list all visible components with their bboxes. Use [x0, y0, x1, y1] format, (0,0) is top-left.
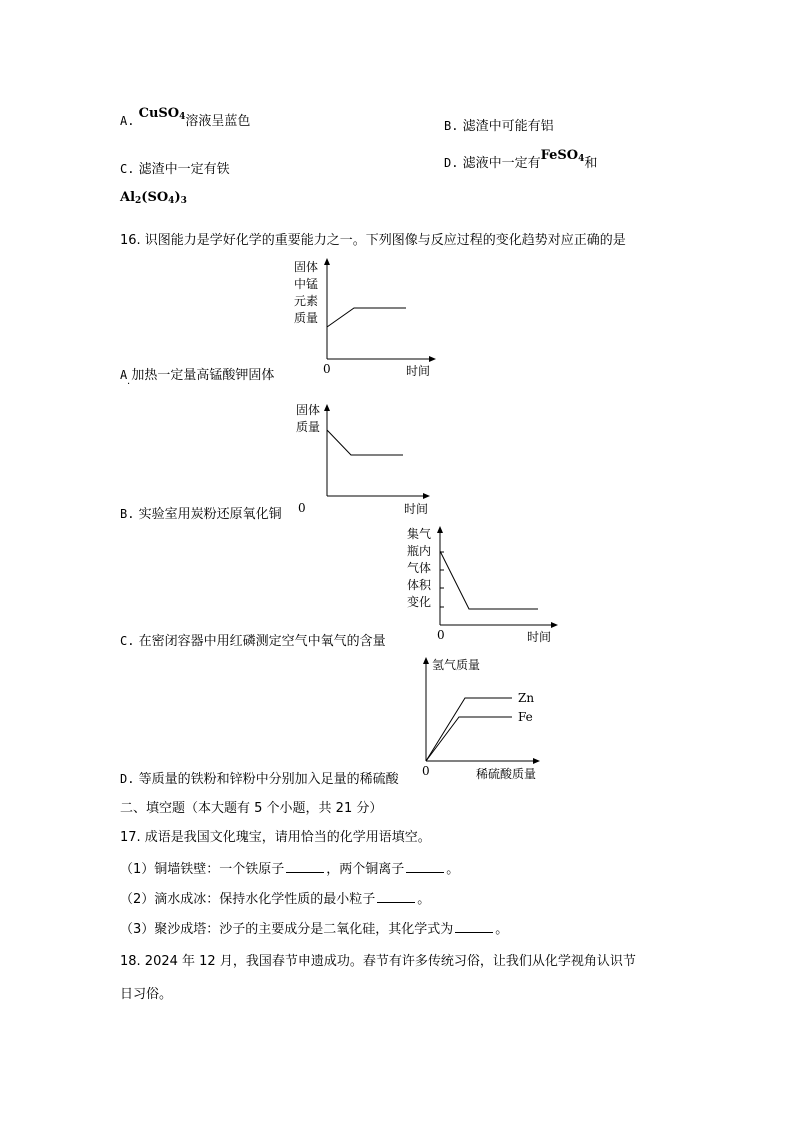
- chart-d-ylabel: 氢气质量: [432, 658, 481, 672]
- option-text: 加热一定量高锰酸钾固体: [131, 368, 275, 383]
- q16-option-d: [120, 768, 399, 787]
- answer-blank[interactable]: [406, 861, 444, 873]
- chart-c-ylabel-line: 瓶内: [407, 544, 432, 558]
- chart-a-ylabel-line: 固体: [294, 260, 319, 274]
- option-text: 溶液呈蓝色: [185, 114, 251, 129]
- chart-b-series-line: [327, 430, 403, 455]
- option-label: C.: [120, 162, 135, 176]
- option-label: B.: [444, 119, 459, 133]
- chart-a-x-arrow: [429, 356, 436, 362]
- answer-blank[interactable]: [455, 921, 493, 933]
- q16-option-c: [120, 630, 386, 649]
- chart-b: [290, 400, 440, 518]
- chart-a-origin: 0: [323, 362, 331, 376]
- chart-a-ylabel-line: 元素: [294, 294, 319, 308]
- chart-a-y-arrow: [324, 258, 330, 265]
- chart-d-legend-zn: Zn: [518, 691, 535, 705]
- q16-stem: 16. 识图能力是学好化学的重要能力之一。下列图像与反应过程的变化趋势对应正确的是: [120, 233, 626, 248]
- chart-c-ylabel-line: 变化: [407, 595, 432, 609]
- chart-c-series-line: [440, 551, 538, 609]
- q17-stem: 17. 成语是我国文化瑰宝，请用恰当的化学用语填空。: [120, 830, 431, 845]
- option-c-q15: [120, 158, 230, 177]
- chart-c-x-arrow: [551, 622, 558, 628]
- chart-b-y-arrow: [324, 404, 330, 411]
- chart-c-y-arrow: [437, 526, 443, 533]
- q18-line2: 日习俗。: [120, 987, 173, 1002]
- chart-d-series-fe: [426, 717, 512, 761]
- chart-d: [392, 650, 552, 785]
- answer-blank[interactable]: [286, 861, 324, 873]
- option-a-dot: .: [127, 376, 131, 387]
- option-label: A: [120, 368, 128, 382]
- formula-cuso4: CuSO$_4$: [138, 106, 186, 122]
- chart-c-ylabel-line: 气体: [407, 561, 432, 575]
- option-suffix: 和: [584, 156, 598, 171]
- option-label: D.: [120, 772, 135, 786]
- chart-d-legend-fe: Fe: [518, 710, 533, 724]
- chart-c-ylabel-line: 体积: [407, 578, 432, 592]
- section-title: 二、填空题（本大题有 5 个小题，共 21 分）: [120, 801, 383, 816]
- q16-option-b: [120, 503, 282, 522]
- chart-a-series-line: [327, 308, 406, 327]
- option-label: A.: [120, 114, 135, 128]
- option-text: 滤渣中一定有铁: [138, 162, 230, 177]
- q18-line1: 18. 2024 年 12 月，我国春节申遗成功。春节有许多传统习俗，让我们从化学视角认识节: [120, 954, 636, 969]
- q17-part2: （2）滴水成冰：保持水化学性质的最小粒子 。: [120, 892, 431, 907]
- chart-a: [290, 255, 440, 380]
- chart-a-ylabel: [294, 259, 318, 325]
- formula-feso4: FeSO$_4$: [540, 148, 585, 164]
- chart-c-ylabel-line: 集气: [407, 527, 432, 541]
- chart-a-ylabel-line: 中锰: [294, 277, 319, 291]
- option-text: 等质量的铁粉和锌粉中分别加入足量的稀硫酸: [138, 772, 399, 787]
- chart-d-xlabel: 稀硫酸质量: [476, 767, 537, 781]
- answer-blank[interactable]: [377, 891, 415, 903]
- q17-part3: （3）聚沙成塔：沙子的主要成分是二氧化硅，其化学式为 。: [120, 922, 509, 937]
- option-text: 实验室用炭粉还原氧化铜: [138, 507, 282, 522]
- option-text: 滤液中一定有: [462, 156, 541, 171]
- q16-option-a: [120, 364, 274, 383]
- option-text: 滤渣中可能有铝: [462, 119, 554, 134]
- chart-b-ylabel-line: 质量: [296, 420, 321, 434]
- chart-d-y-arrow: [423, 657, 429, 664]
- option-a-q15: [120, 106, 251, 130]
- chart-a-xlabel: 时间: [406, 364, 431, 378]
- q17-part1: （1）铜墙铁壁：一个铁原子 ，两个铜离子 。: [120, 862, 460, 877]
- option-label: D.: [444, 156, 459, 170]
- option-b-q15: [444, 115, 554, 134]
- chart-c-origin: 0: [437, 628, 445, 642]
- chart-b-origin: 0: [298, 501, 306, 515]
- chart-b-xlabel: 时间: [404, 502, 429, 516]
- option-d-q15: [444, 148, 598, 172]
- option-label: C.: [120, 634, 135, 648]
- chart-d-origin: 0: [422, 764, 430, 778]
- formula-al2so43: $Al_2(SO_4)_3$: [120, 190, 187, 206]
- chart-b-x-arrow: [423, 493, 430, 499]
- option-text: 在密闭容器中用红磷测定空气中氧气的含量: [138, 634, 386, 649]
- chart-d-series-zn: [426, 698, 512, 761]
- chart-b-ylabel-line: 固体: [296, 403, 321, 417]
- chart-d-x-arrow: [533, 758, 540, 764]
- chart-c-xlabel: 时间: [527, 630, 552, 644]
- chart-c: [405, 522, 565, 647]
- option-label: B.: [120, 507, 135, 521]
- chart-a-ylabel-line: 质量: [294, 311, 319, 325]
